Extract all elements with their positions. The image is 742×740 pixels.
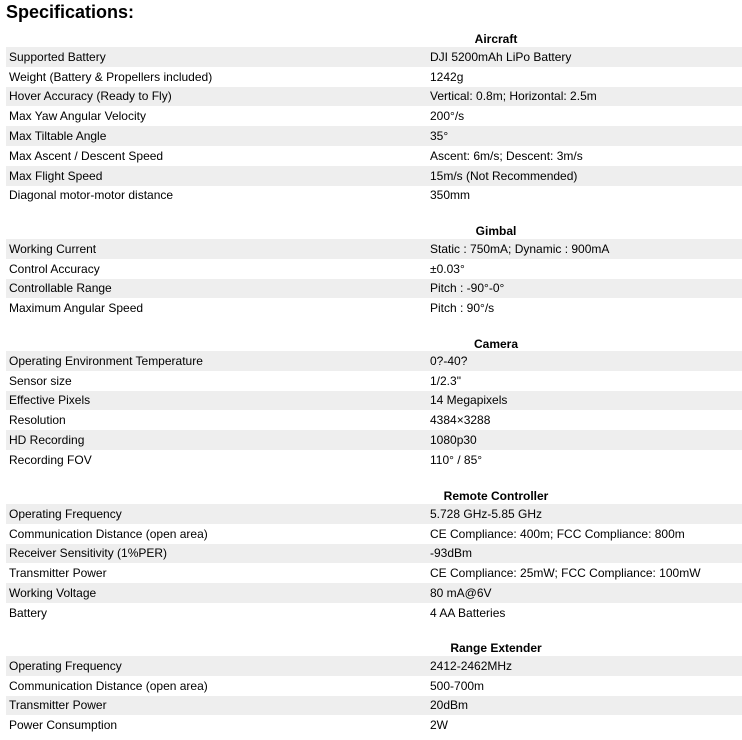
spec-row: [6, 715, 742, 735]
spec-label: Operating Frequency: [9, 658, 122, 673]
spec-value: 35°: [430, 129, 449, 144]
spec-label: Diagonal motor-motor distance: [9, 188, 174, 203]
spec-value: 4384×3288: [430, 413, 491, 428]
spec-label: Receiver Sensitivity (1%PER): [9, 546, 168, 561]
spec-row: [6, 351, 742, 371]
spec-label: Supported Battery: [9, 49, 106, 64]
spec-value: 14 Megapixels: [430, 393, 508, 408]
spec-value: 80 mA@6V: [430, 586, 492, 601]
spec-label: Max Yaw Angular Velocity: [9, 109, 146, 124]
spec-label: Max Ascent / Descent Speed: [9, 148, 164, 163]
spec-value: Pitch : 90°/s: [430, 301, 495, 316]
spec-value: 2W: [430, 718, 448, 733]
spec-row: [6, 279, 742, 299]
spec-label: Maximum Angular Speed: [9, 301, 144, 316]
spec-row: [6, 430, 742, 450]
spec-row: [6, 371, 742, 391]
spec-label: Effective Pixels: [9, 393, 91, 408]
spec-value: ±0.03°: [430, 261, 465, 276]
spec-label: Working Voltage: [9, 586, 97, 601]
spec-value: Static : 750mA; Dynamic : 900mA: [430, 241, 610, 256]
spec-value: 350mm: [430, 188, 471, 203]
spec-row: [6, 583, 742, 603]
spec-row: [6, 298, 742, 318]
spec-row: [6, 166, 742, 186]
spec-row: [6, 563, 742, 583]
spec-label: Power Consumption: [9, 718, 118, 733]
spec-label: Max Tiltable Angle: [9, 129, 107, 144]
spec-label: Resolution: [9, 413, 66, 428]
spec-label: Battery: [9, 605, 48, 620]
spec-row: [6, 239, 742, 259]
spec-row: [6, 87, 742, 107]
spec-row: [6, 603, 742, 623]
spec-row: [6, 391, 742, 411]
spec-value: 15m/s (Not Recommended): [430, 168, 578, 183]
spec-row: [6, 656, 742, 676]
spec-label: Controllable Range: [9, 281, 112, 296]
spec-value: CE Compliance: 400m; FCC Compliance: 800m: [430, 526, 685, 541]
spec-value: 0?-40?: [430, 353, 468, 368]
spec-row: [6, 410, 742, 430]
spec-row: [6, 676, 742, 696]
spec-label: Weight (Battery & Propellers included): [9, 69, 213, 84]
spec-value: 5.728 GHz-5.85 GHz: [430, 506, 543, 521]
spec-row: [6, 524, 742, 544]
spec-label: Transmitter Power: [9, 566, 107, 581]
spec-row: [6, 47, 742, 67]
spec-value: 2412-2462MHz: [430, 658, 513, 673]
spec-label: Communication Distance (open area): [9, 678, 208, 693]
spec-value: 1/2.3": [430, 373, 461, 388]
section-title-range-extender: Range Extender: [450, 641, 542, 655]
spec-label: Working Current: [9, 241, 97, 256]
spec-value: -93dBm: [430, 546, 473, 561]
spec-label: Recording FOV: [9, 452, 92, 467]
spec-value: Pitch : -90°-0°: [430, 281, 505, 296]
spec-label: Communication Distance (open area): [9, 526, 208, 541]
section-title-gimbal: Gimbal: [475, 224, 517, 238]
spec-row: [6, 67, 742, 87]
spec-row: [6, 450, 742, 470]
spec-row: [6, 146, 742, 166]
section-title-aircraft: Aircraft: [474, 32, 518, 46]
spec-row: [6, 259, 742, 279]
spec-value: 1080p30: [430, 433, 477, 448]
spec-row: [6, 504, 742, 524]
spec-value: 4 AA Batteries: [430, 605, 506, 620]
spec-row: [6, 544, 742, 564]
spec-label: Control Accuracy: [9, 261, 100, 276]
spec-row: [6, 126, 742, 146]
spec-value: 20dBm: [430, 698, 469, 713]
spec-value: 500-700m: [430, 678, 485, 693]
spec-label: Operating Frequency: [9, 506, 122, 521]
spec-value: Ascent: 6m/s; Descent: 3m/s: [430, 148, 583, 163]
spec-value: Vertical: 0.8m; Horizontal: 2.5m: [430, 89, 597, 104]
spec-label: Operating Environment Temperature: [9, 353, 203, 368]
spec-value: 1242g: [430, 69, 464, 84]
page-title: Specifications:: [6, 2, 135, 22]
spec-row: [6, 106, 742, 126]
spec-value: DJI 5200mAh LiPo Battery: [430, 49, 572, 64]
section-title-remote-controller: Remote Controller: [443, 489, 549, 503]
spec-value: CE Compliance: 25mW; FCC Compliance: 100mW: [430, 566, 701, 581]
spec-row: [6, 696, 742, 716]
section-title-camera: Camera: [473, 337, 519, 351]
spec-row: [6, 186, 742, 206]
spec-label: Hover Accuracy (Ready to Fly): [9, 89, 172, 104]
spec-value: 110° / 85°: [430, 452, 483, 467]
spec-label: Max Flight Speed: [9, 168, 103, 183]
spec-label: Sensor size: [9, 373, 72, 388]
spec-value: 200°/s: [430, 109, 465, 124]
spec-label: HD Recording: [9, 433, 85, 448]
spec-label: Transmitter Power: [9, 698, 107, 713]
